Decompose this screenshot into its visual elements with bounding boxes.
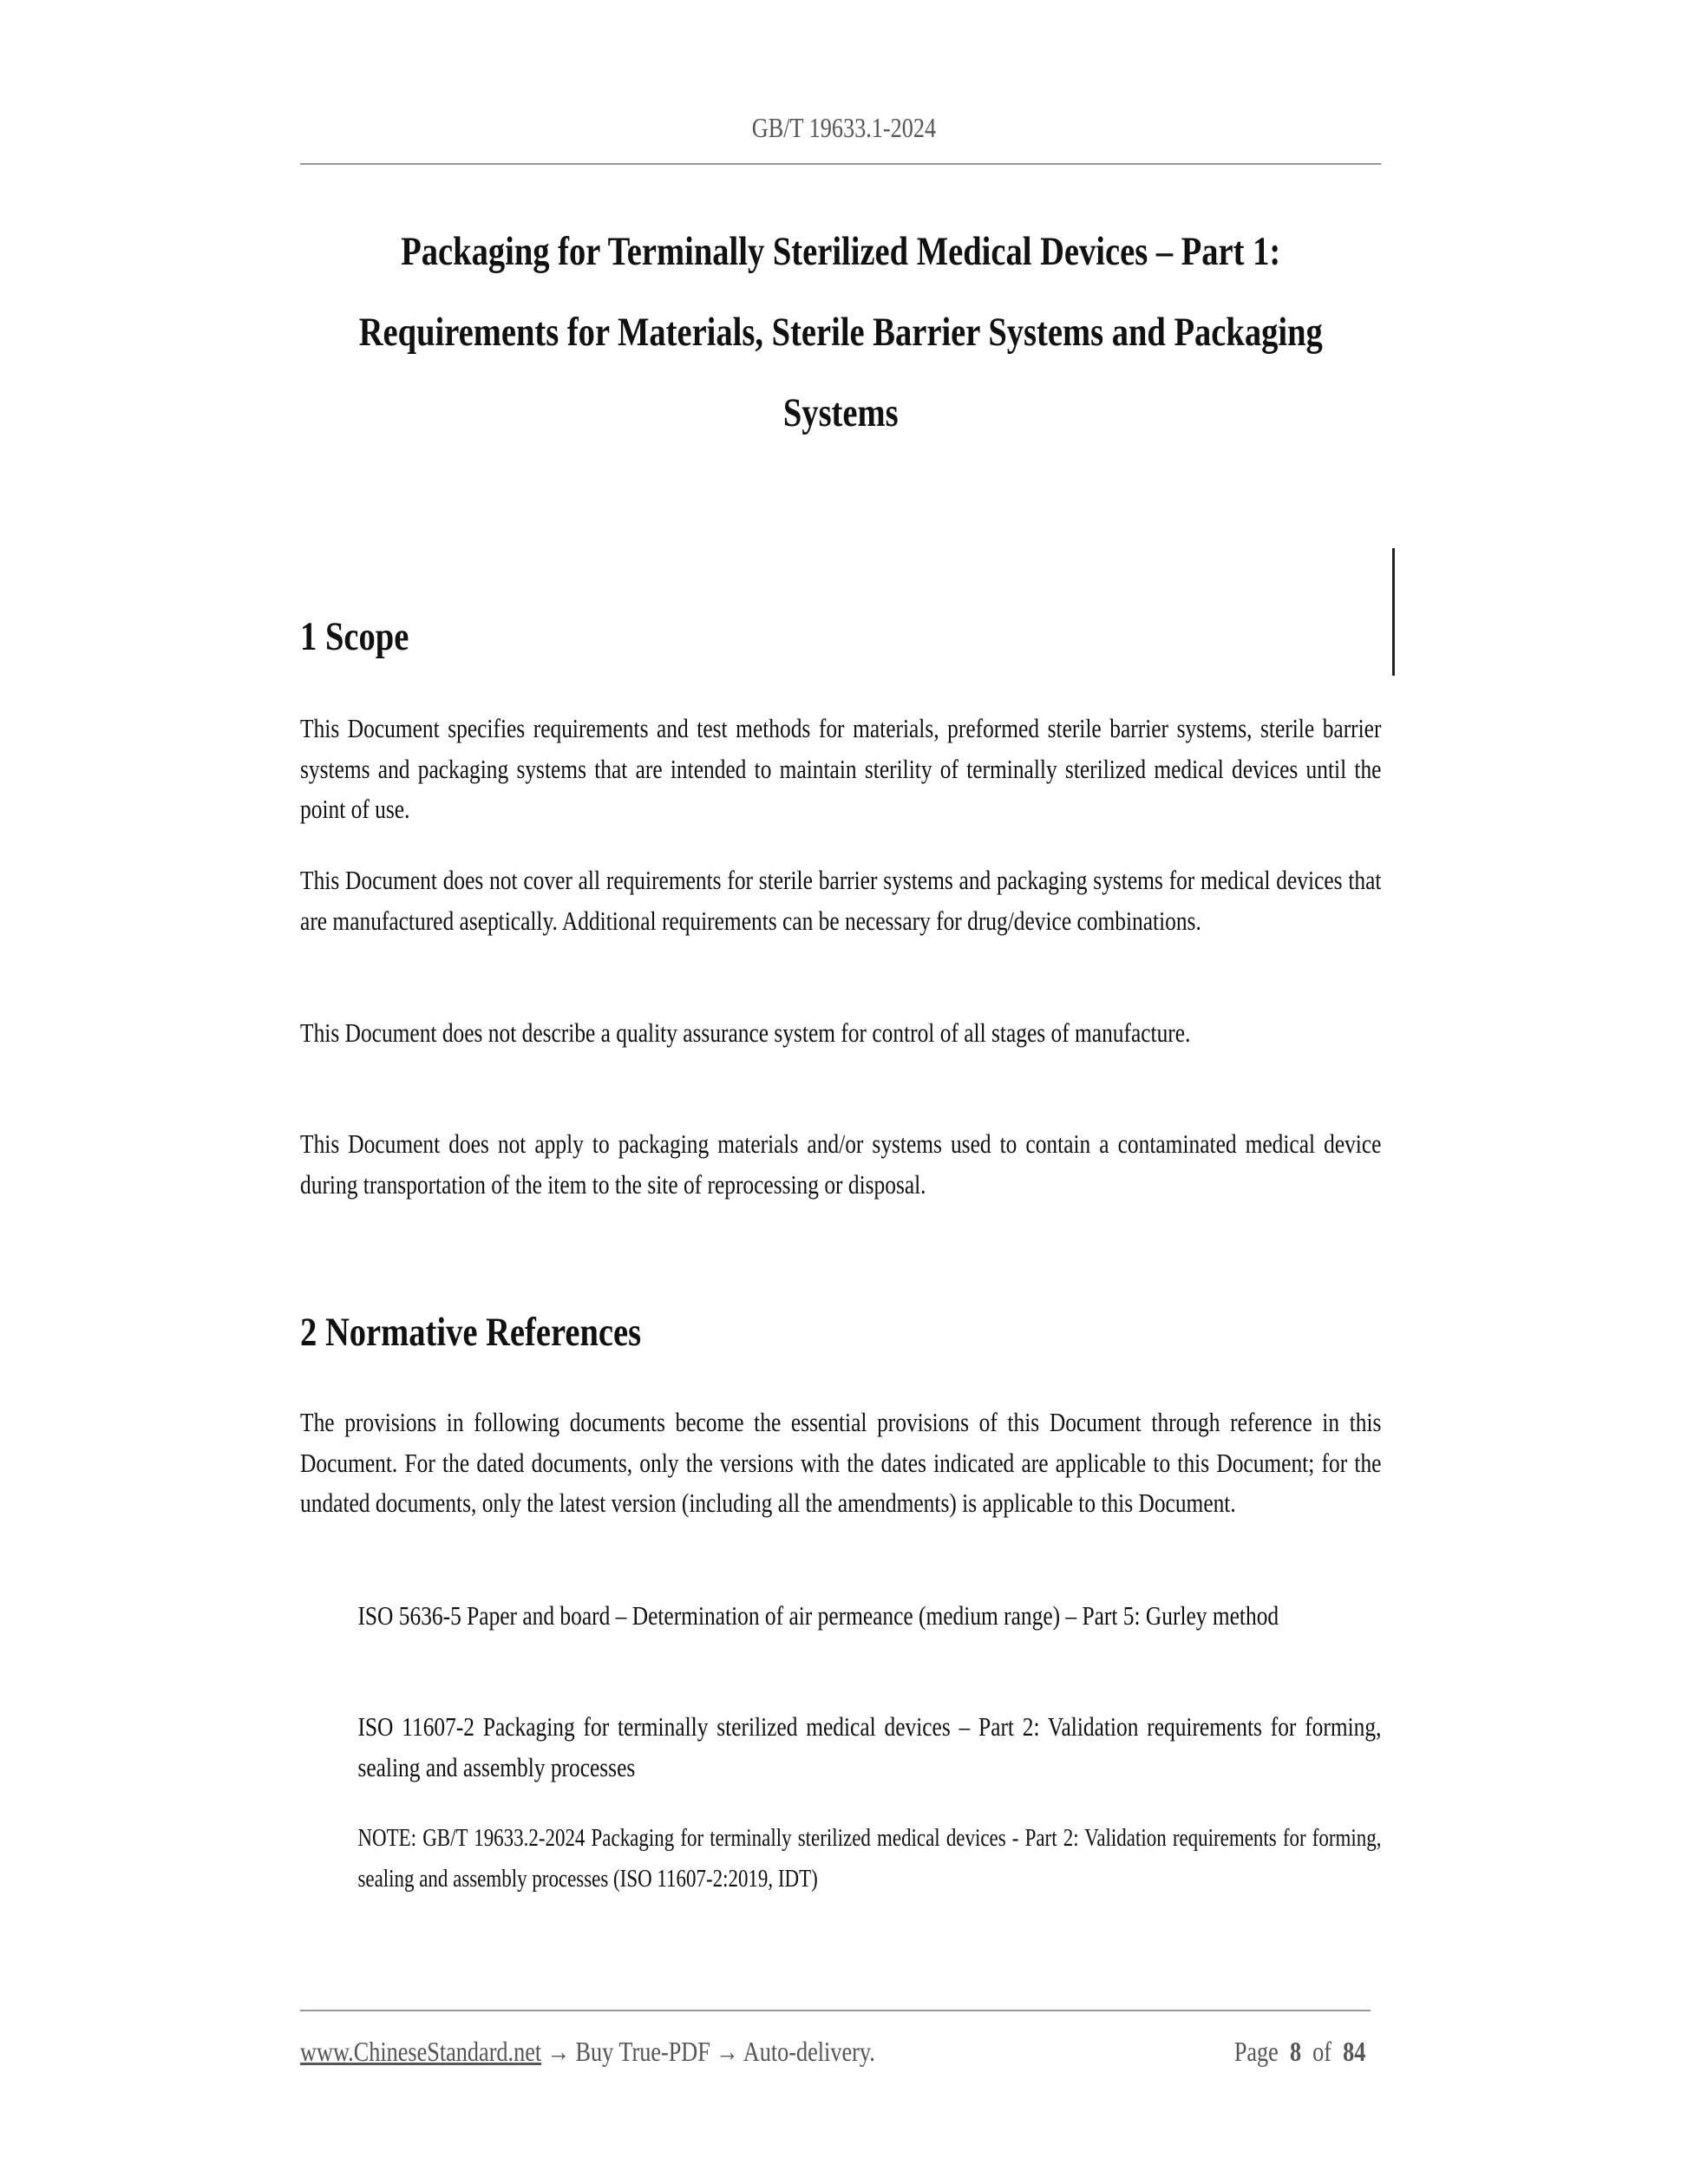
auto-delivery-text: Auto-delivery. bbox=[743, 2036, 875, 2067]
scope-paragraph: This Document does not cover all requirements for sterile barrier systems and packaging systems for medical devices that are manufactured aseptically. Additional requirements can be necessary for drug/device combinations. bbox=[300, 865, 1382, 936]
document-title: Packaging for Terminally Sterilized Medical Devices – Part 1: Requirements for Materials, Sterile Barrier Systems and Packaging Systems bbox=[358, 229, 1323, 435]
footer-divider bbox=[300, 2010, 1371, 2011]
arrow-right-icon: → bbox=[546, 2036, 570, 2067]
of-label: of bbox=[1312, 2036, 1332, 2067]
page-number bbox=[1104, 2031, 1366, 2071]
section-heading-scope: 1 Scope bbox=[300, 614, 409, 659]
reference-item: ISO 11607-2 Packaging for terminally sterilized medical devices – Part 2: Validation requirements for forming, sealing and assembly processes bbox=[357, 1711, 1382, 1782]
scope-paragraph: This Document specifies requirements and test methods for materials, preformed sterile barrier systems, sterile barrier systems and packaging systems that are intended to maintain sterility of terminally sterilized medical devices until the point of use. bbox=[300, 713, 1382, 824]
current-page: 8 bbox=[1289, 2036, 1302, 2067]
page-label: Page bbox=[1233, 2036, 1279, 2067]
buy-pdf-text: Buy True-PDF bbox=[575, 2036, 710, 2067]
section-heading-normative-references: 2 Normative References bbox=[300, 1310, 642, 1355]
website-link[interactable]: www.ChineseStandard.net bbox=[300, 2036, 542, 2067]
scope-paragraph: This Document does not apply to packaging materials and/or systems used to contain a contaminated medical device during transportation of the item to the site of reprocessing or disposal. bbox=[300, 1128, 1382, 1200]
arrow-right-icon: → bbox=[716, 2036, 739, 2067]
change-bar bbox=[1392, 548, 1395, 676]
reference-note: NOTE: GB/T 19633.2-2024 Packaging for terminally sterilized medical devices - Part 2: Validation requirements for forming, sealing and assembly processes (ISO 11607-2:2019, IDT) bbox=[357, 1825, 1382, 1893]
reference-item: ISO 5636-5 Paper and board – Determination of air permeance (medium range) – Part 5: Gurley method bbox=[357, 1600, 1279, 1631]
header-doc-code: GB/T 19633.1-2024 bbox=[751, 112, 937, 143]
total-pages: 84 bbox=[1343, 2036, 1366, 2067]
footer-promo bbox=[300, 2031, 875, 2071]
scope-paragraph: This Document does not describe a quality assurance system for control of all stages of manufacture. bbox=[300, 1017, 1191, 1048]
references-paragraph: The provisions in following documents become the essential provisions of this Document through reference in this Document. For the dated documents, only the versions with the dates indicated are applicable to this Document; for the undated documents, only the latest version (including all the amendments) is applicable to this Document. bbox=[300, 1407, 1382, 1518]
header-divider bbox=[300, 163, 1381, 165]
